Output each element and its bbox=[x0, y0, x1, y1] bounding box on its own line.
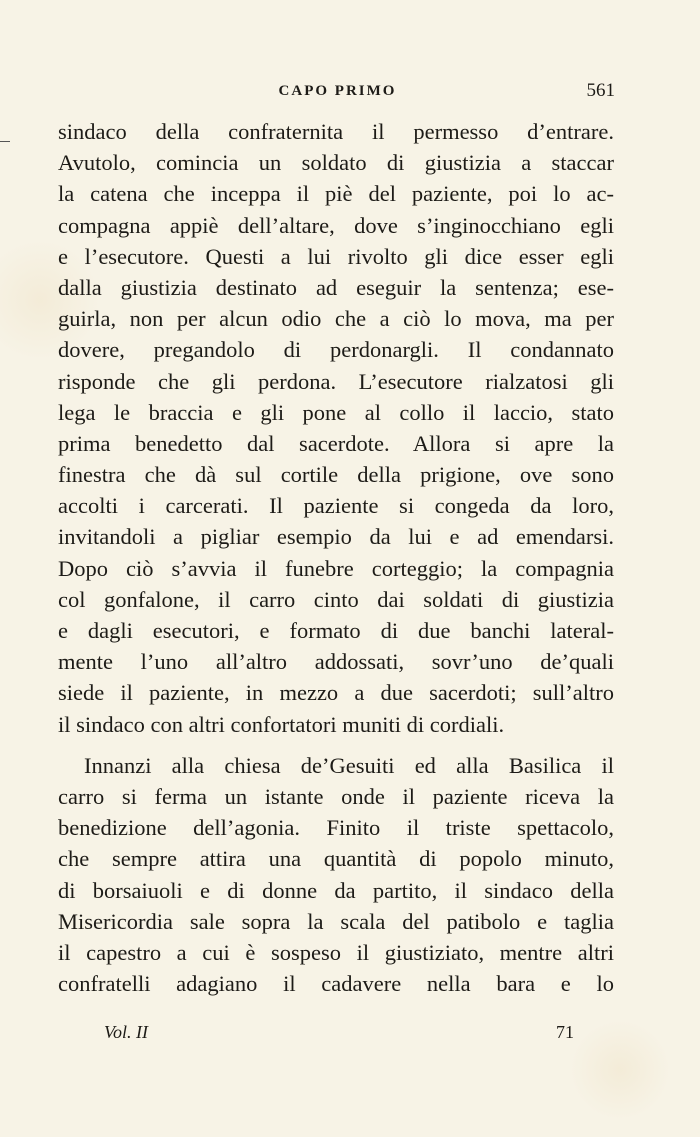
text-line: finestra che dà sul cortile della prigione, ove sono bbox=[58, 462, 614, 488]
text-line: la catena che inceppa il piè del paziente, poi lo ac- bbox=[58, 181, 614, 207]
text-line: col gonfalone, il carro cinto dai soldati di giustizia bbox=[58, 586, 614, 612]
text-line: sindaco della confraternita il permesso d’entrare. bbox=[58, 119, 614, 144]
page-footer bbox=[104, 1022, 574, 1048]
text-line: Dopo ciò s’avvia il funebre corteggio; la compagnia bbox=[58, 555, 614, 581]
text-line: il sindaco con altri confortatori muniti di cordiali. bbox=[58, 711, 505, 737]
text-line: prima benedetto dal sacerdote. Allora si apre la bbox=[58, 430, 614, 456]
text-line: dalla giustizia destinato ad eseguir la sentenza; ese- bbox=[58, 274, 614, 300]
text-line: di borsaiuoli e di donne da partito, il sindaco della bbox=[58, 877, 614, 903]
text-line: e dagli esecutori, e formato di due banchi lateral- bbox=[58, 618, 614, 643]
text-line: invitandoli a pigliar esempio da lui e ad emendarsi. bbox=[58, 524, 614, 550]
paragraph-gap bbox=[58, 740, 614, 750]
body-text bbox=[58, 116, 614, 999]
text-line: e l’esecutore. Questi a lui rivolto gli dice esser egli bbox=[58, 243, 614, 269]
text-line: che sempre attira una quantità di popolo minuto, bbox=[58, 846, 614, 872]
page-number: 561 bbox=[586, 80, 615, 101]
text-line: benedizione dell’agonia. Finito il triste spettacolo, bbox=[58, 815, 614, 841]
text-line: dovere, pregandolo di perdonargli. Il condannato bbox=[58, 337, 614, 363]
signature-mark: 71 bbox=[556, 1022, 574, 1042]
text-line: lega le braccia e gli pone al collo il laccio, stato bbox=[58, 399, 614, 425]
text-line: il capestro a cui è sospeso il giustiziato, mentre altri bbox=[58, 939, 614, 965]
text-line: confratelli adagiano il cadavere nella bara e lo bbox=[58, 971, 614, 997]
text-line: accolti i carcerati. Il paziente si congeda da loro, bbox=[58, 493, 614, 519]
running-title: CAPO PRIMO bbox=[278, 83, 397, 99]
text-line: Misericordia sale sopra la scala del patibolo e taglia bbox=[58, 908, 614, 934]
running-head bbox=[60, 80, 615, 104]
margin-mark bbox=[0, 141, 10, 142]
text-line: Avutolo, comincia un soldato di giustizia a staccar bbox=[58, 150, 614, 176]
text-line: compagna appiè dell’altare, dove s’inginocchiano egli bbox=[58, 212, 614, 238]
text-line: guirla, non per alcun odio che a ciò lo mova, ma per bbox=[58, 306, 614, 332]
text-line: carro si ferma un istante onde il paziente riceva la bbox=[58, 783, 614, 809]
volume-label: Vol. II bbox=[104, 1022, 148, 1042]
text-line: Innanzi alla chiesa de’Gesuiti ed alla Basilica il bbox=[84, 752, 614, 778]
text-line: risponde che gli perdona. L’esecutore rialzatosi gli bbox=[58, 368, 614, 394]
text-line: siede il paziente, in mezzo a due sacerdoti; sull’altro bbox=[58, 680, 614, 706]
text-line: mente l’uno all’altro addossati, sovr’uno de’quali bbox=[58, 649, 614, 675]
